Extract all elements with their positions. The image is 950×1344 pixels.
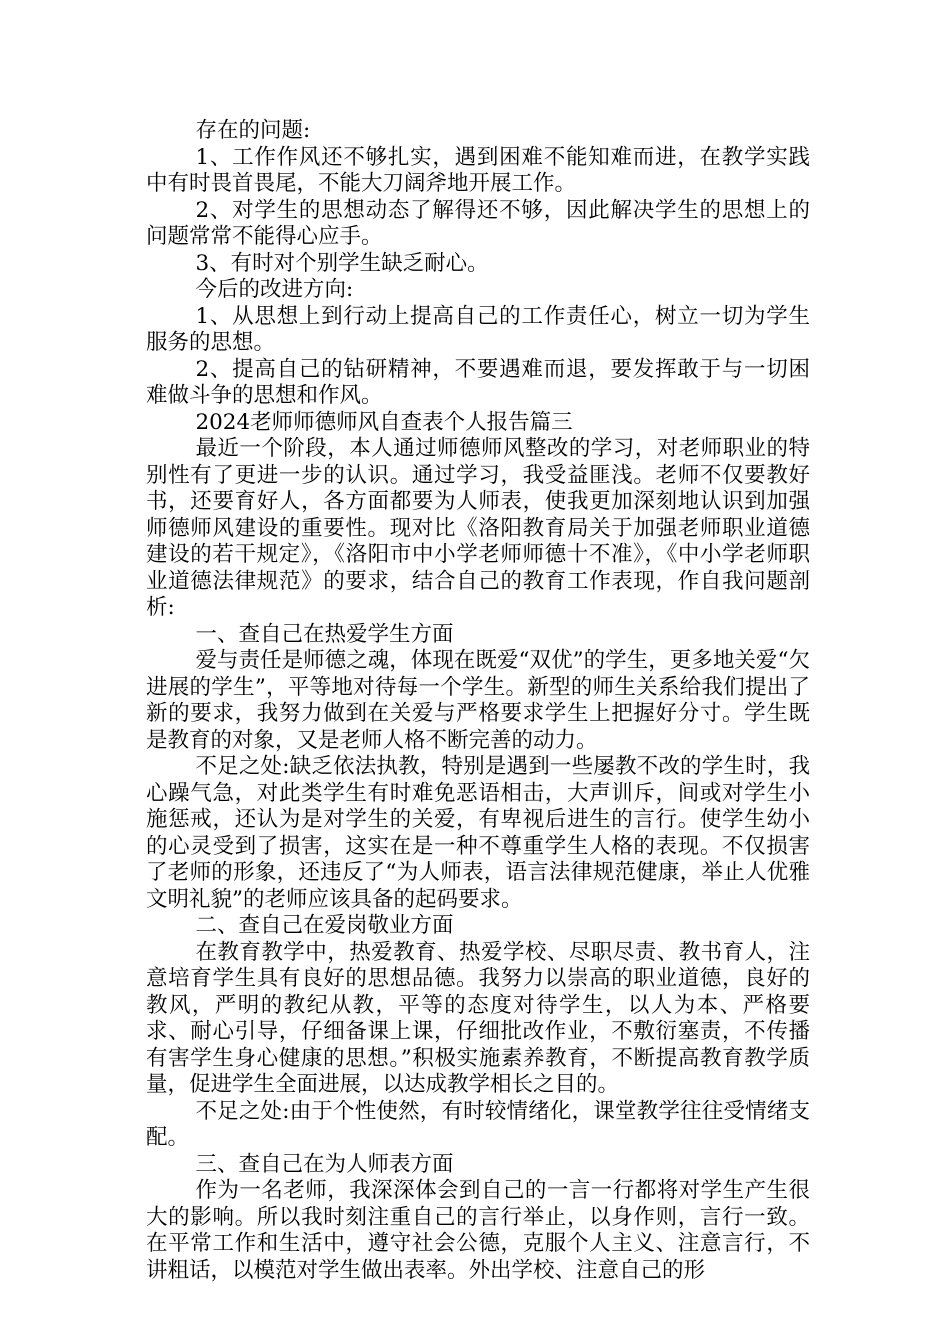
section-2-shortcomings: 不足之处:由于个性使然，有时较情绪化，课堂教学往往受情绪支配。 — [146, 1098, 810, 1150]
problem-item-3: 3、有时对个别学生缺乏耐心。 — [195, 250, 489, 276]
section-1-shortcomings: 不足之处:缺乏依法执教，特别是遇到一些屡教不改的学生时，我心躁气急，对此类学生有时难免恶语相击，大声训斥，间或对学生小施惩戒，还认为是对学生的关爱，有卑视后进生的言行。使学生幼小的心灵受到了损害，这实在是一种不尊重学生人格的表现。不仅损害了老师的形象，还违反了“为人师表，语言法律规范健康，举止人优雅文明礼貌”的老师应该具备的起码要求。 — [146, 754, 810, 912]
intro-paragraph: 最近一个阶段，本人通过师德师风整改的学习，对老师职业的特别性有了更进一步的认识。通过学习，我受益匪浅。老师不仅要教好书，还要育好人，各方面都要为人师表，使我更加深刻地认识到加强师德师风建设的重要性。现对比《洛阳教育局关于加强老师职业道德建设的若干规定》，《洛阳市中小学老师师德十不准》，《中小学老师职业道德法律规范》的要求，结合自己的教育工作表现，作自我问题剖析: — [146, 436, 810, 620]
report-title: 2024老师师德师风自查表个人报告篇三 — [195, 409, 573, 435]
section-1-heading: 一、查自己在热爱学生方面 — [195, 621, 454, 647]
problems-heading: 存在的问题: — [195, 118, 311, 143]
section-2-heading: 二、查自己在爱岗敬业方面 — [195, 913, 454, 938]
improvement-heading: 今后的改进方向: — [195, 277, 354, 302]
improvement-item-2: 2、提高自己的钻研精神，不要遇难而退，要发挥敢于与一切困难做斗争的思想和作风。 — [146, 356, 810, 408]
section-1-paragraph: 爱与责任是师德之魂，体现在既爱“双优”的学生，更多地关爱“欠进展的学生”，平等地对待每一个学生。新型的师生关系给我们提出了新的要求，我努力做到在关爱与严格要求学生上把握好分寸。学生既是教育的对象，又是老师人格不断完善的动力。 — [146, 648, 810, 753]
document-body — [146, 118, 810, 1284]
section-3-paragraph: 作为一名老师，我深深体会到自己的一言一行都将对学生产生很大的影响。所以我时刻注重自己的言行举止，以身作则，言行一致。在平常工作和生活中，遵守社会公德，克服个人主义、注意言行，不讲粗话，以模范对学生做出表率。外出学校、注意自己的形 — [146, 1178, 810, 1283]
problem-item-1: 1、工作作风还不够扎实，遇到困难不能知难而进，在教学实践中有时畏首畏尾，不能大刀阔斧地开展工作。 — [146, 144, 810, 196]
problem-item-2: 2、对学生的思想动态了解得还不够，因此解决学生的思想上的问题常常不能得心应手。 — [146, 197, 810, 249]
section-2-paragraph: 在教育教学中，热爱教育、热爱学校、尽职尽责、教书育人，注意培育学生具有良好的思想品德。我努力以崇高的职业道德，良好的教风，严明的教纪从教，平等的态度对待学生，以人为本、严格要求、耐心引导，仔细备课上课，仔细批改作业，不敷衍塞责，不传播有害学生身心健康的思想。”积极实施素养教育，不断提高教育教学质量，促进学生全面进展，以达成教学相长之目的。 — [146, 939, 810, 1097]
section-3-heading: 三、查自己在为人师表方面 — [195, 1151, 454, 1177]
improvement-item-1: 1、从思想上到行动上提高自己的工作责任心，树立一切为学生服务的思想。 — [146, 303, 810, 355]
